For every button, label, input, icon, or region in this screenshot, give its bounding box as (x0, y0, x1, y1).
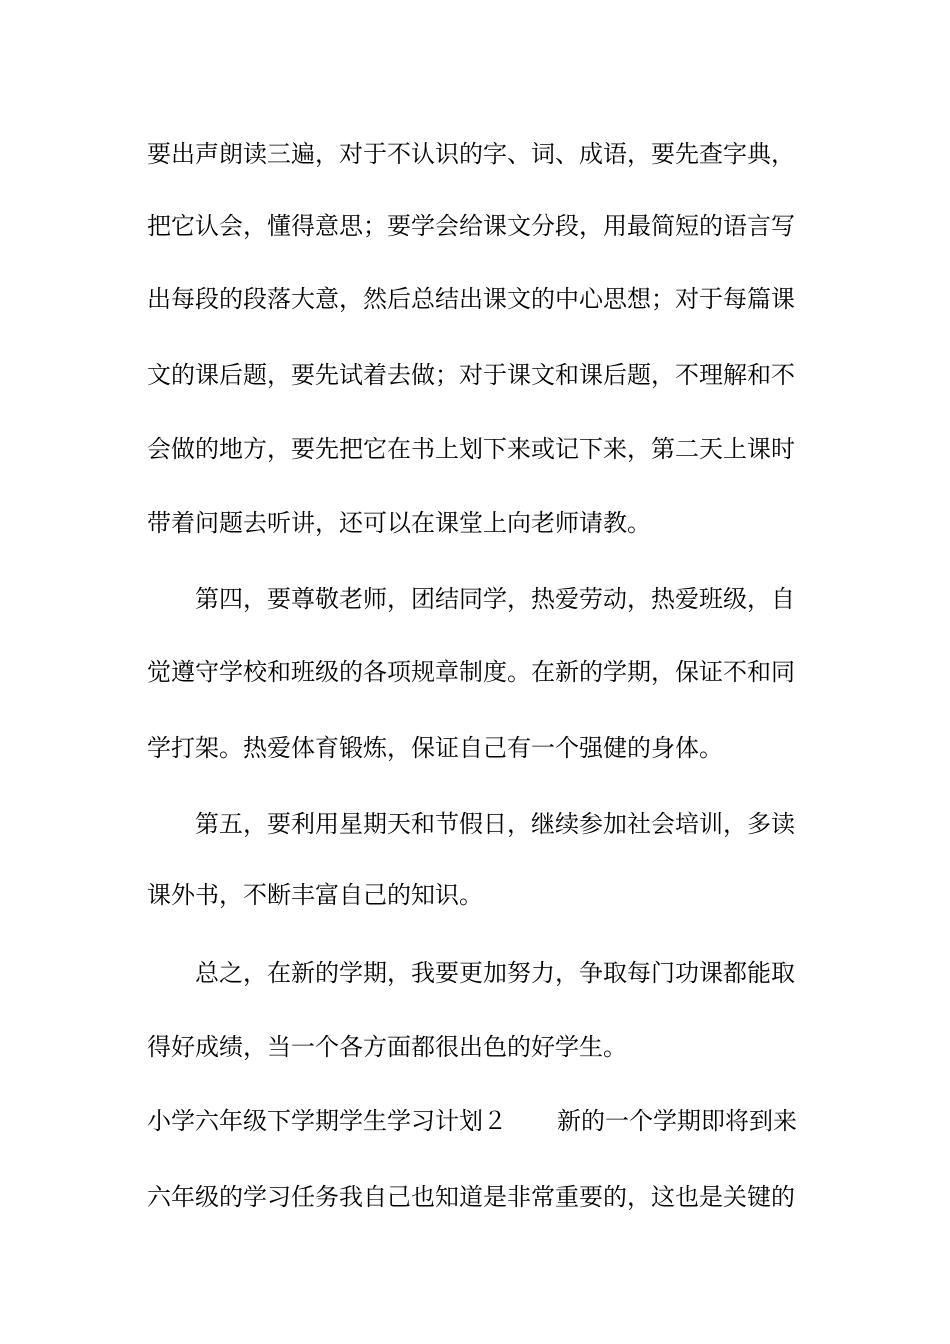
text-line: 会做的地方，要先把它在书上划下来或记下来，第二天上课时 (147, 435, 795, 463)
text-line: 出每段的段落大意，然后总结出课文的中心思想；对于每篇课 (147, 285, 795, 313)
text-line: 带着问题去听讲，还可以在课堂上向老师请教。 (147, 509, 651, 537)
text-line: 六年级的学习任务我自己也知道是非常重要的，这也是关键的 (147, 1183, 795, 1211)
section-heading-line (147, 1106, 807, 1136)
text-line: 课外书，不断丰富自己的知识。 (147, 881, 483, 909)
section-text: 新的一个学期即将到来 (557, 1107, 797, 1135)
text-line: 学打架。热爱体育锻炼，保证自己有一个强健的身体。 (147, 734, 723, 762)
text-line: 得好成绩，当一个各方面都很出色的好学生。 (147, 1033, 627, 1061)
text-line: 把它认会，懂得意思；要学会给课文分段，用最简短的语言写 (147, 212, 795, 240)
paragraph-first-line: 第五，要利用星期天和节假日，继续参加社会培训，多读 (195, 810, 795, 838)
text-line: 觉遵守学校和班级的各项规章制度。在新的学期，保证不和同 (147, 658, 795, 686)
text-line: 要出声朗读三遍，对于不认识的字、词、成语，要先查字典， (147, 140, 795, 168)
paragraph-first-line: 第四，要尊敬老师，团结同学，热爱劳动，热爱班级，自 (195, 585, 795, 613)
text-line: 文的课后题，要先试着去做；对于课文和课后题，不理解和不 (147, 361, 795, 389)
section-title: 小学六年级下学期学生学习计划２ (147, 1107, 507, 1135)
paragraph-first-line: 总之，在新的学期，我要更加努力，争取每门功课都能取 (195, 959, 795, 987)
